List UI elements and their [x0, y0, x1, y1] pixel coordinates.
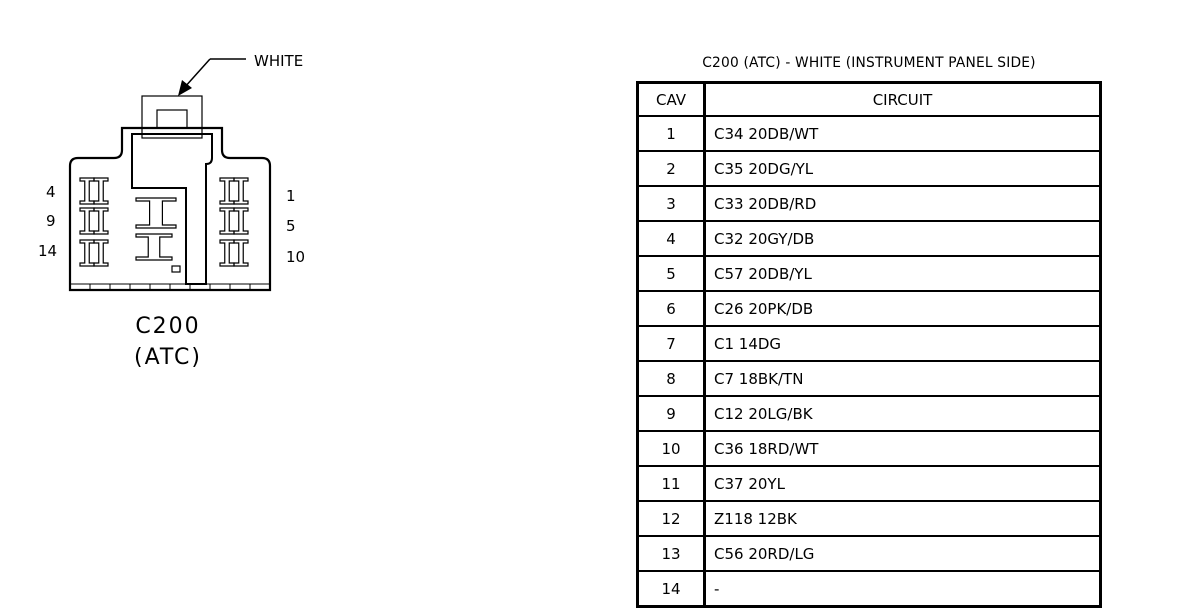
pin-label-right-2: 5 [286, 217, 296, 235]
cav-cell: 2 [638, 151, 705, 186]
table-row [638, 116, 1101, 151]
terminal-cavity [234, 208, 248, 234]
terminal-cavity [234, 240, 248, 266]
table-row [638, 221, 1101, 256]
circuit-cell: C33 20DB/RD [705, 186, 1101, 221]
pin-label-left-1: 4 [46, 183, 56, 201]
terminal-cavity [220, 178, 234, 204]
cav-cell: 6 [638, 291, 705, 326]
circuit-cell: - [705, 571, 1101, 607]
terminal-cavity [94, 178, 108, 204]
terminal-cavity [136, 198, 176, 228]
table-row [638, 326, 1101, 361]
cav-cell: 4 [638, 221, 705, 256]
connector-name: C200 [135, 314, 201, 339]
table-row [638, 151, 1101, 186]
circuit-cell: C56 20RD/LG [705, 536, 1101, 571]
circuit-cell: C7 18BK/TN [705, 361, 1101, 396]
pin-label-right-3: 10 [286, 248, 306, 266]
table-title: C200 (ATC) - WHITE (INSTRUMENT PANEL SIDE) [702, 55, 1036, 71]
cav-cell: 9 [638, 396, 705, 431]
table-header-row [638, 83, 1101, 117]
cav-cell: 8 [638, 361, 705, 396]
table-row [638, 571, 1101, 607]
terminal-cavity [136, 234, 172, 260]
circuit-cell: Z118 12BK [705, 501, 1101, 536]
circuit-cell: C37 20YL [705, 466, 1101, 501]
circuit-cell: C57 20DB/YL [705, 256, 1101, 291]
pin-label-right-1: 1 [286, 187, 296, 205]
pin-label-left-2: 9 [46, 212, 56, 230]
cav-cell: 3 [638, 186, 705, 221]
cav-cell: 12 [638, 501, 705, 536]
cav-cell: 11 [638, 466, 705, 501]
circuit-cell: C1 14DG [705, 326, 1101, 361]
terminal-cavity [80, 240, 94, 266]
color-label: WHITE [254, 52, 304, 70]
latch-tab [157, 110, 187, 128]
table-row [638, 466, 1101, 501]
terminal-cavity [94, 240, 108, 266]
header-cav: CAV [638, 83, 705, 117]
terminal-cavity [80, 178, 94, 204]
circuit-cell: C35 20DG/YL [705, 151, 1101, 186]
table-row [638, 256, 1101, 291]
pinout-table [636, 81, 1102, 608]
table-row [638, 431, 1101, 466]
circuit-cell: C26 20PK/DB [705, 291, 1101, 326]
terminal-cavity [220, 240, 234, 266]
header-circuit: CIRCUIT [705, 83, 1101, 117]
table-row [638, 361, 1101, 396]
color-callout [184, 59, 246, 88]
table-row [638, 186, 1101, 221]
connector-location: (ATC) [133, 345, 203, 370]
terminal-cavity [220, 208, 234, 234]
pin-label-left-3: 14 [38, 242, 58, 260]
table-row [638, 536, 1101, 571]
key-cavity [132, 134, 212, 284]
cav-cell: 10 [638, 431, 705, 466]
circuit-cell: C12 20LG/BK [705, 396, 1101, 431]
circuit-cell: C32 20GY/DB [705, 221, 1101, 256]
cav-cell: 13 [638, 536, 705, 571]
terminal-cavity [80, 208, 94, 234]
callout-line-diagonal [184, 59, 210, 88]
circuit-cell: C36 18RD/WT [705, 431, 1101, 466]
latch-outline [142, 96, 202, 138]
terminal-cavity [234, 178, 248, 204]
terminal-cavity [94, 208, 108, 234]
terminal-cavities [80, 178, 248, 272]
cav-cell: 5 [638, 256, 705, 291]
cav-cell: 7 [638, 326, 705, 361]
circuit-cell: C34 20DB/WT [705, 116, 1101, 151]
table-row [638, 396, 1101, 431]
cav-cell: 14 [638, 571, 705, 607]
table-row [638, 501, 1101, 536]
table-body [638, 116, 1101, 607]
cav-cell: 1 [638, 116, 705, 151]
polarity-mark [172, 266, 180, 272]
table-row [638, 291, 1101, 326]
